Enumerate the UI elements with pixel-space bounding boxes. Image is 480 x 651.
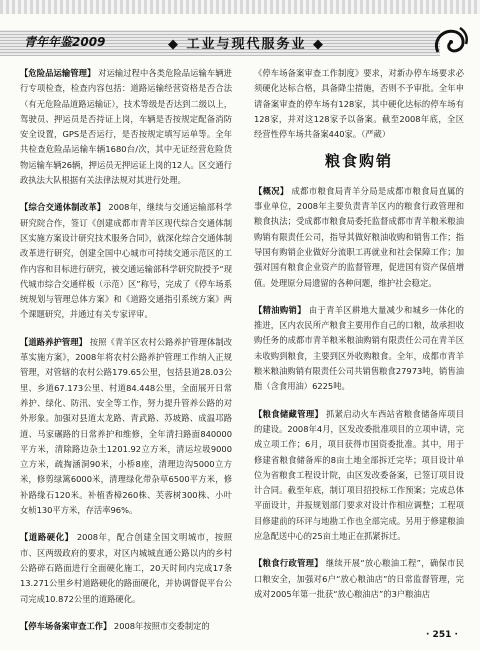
paragraph-tag: 【粮食储藏管理】 [254,408,324,419]
paragraph-tag: 【停车场备案审查工作】 [20,620,112,631]
page-number: · 251 · [426,630,458,640]
paragraph-overview [254,184,464,291]
paragraph-tag: 【道路养护管理】 [20,336,87,347]
paragraph-text: 抓紧启动火车西站省粮食储备库项目的建设。2008年4月，区发改委批准项目的立项申请，完成立项工作；6月，项目获得市国资委批准。其中，用于修建省粮食储备库的8亩土地全部拆迁完毕；项目设计单位为省粮食工程设计院，由区发改委备案，已签订项目设计合同。截至年底，制订项目招投标工作预案；完成总体平面设计，并报规划部门要求对设计作相应调整；工程项目修建前的环评与地勘工作也全部完成。另用于修建粮油应急配送中心的25亩土地正在抓紧拆迁。 [254,408,464,542]
paragraph-road-maintenance [20,335,232,519]
paragraph-hazardous-transport [20,66,232,188]
left-column [20,66,232,646]
paragraph-tag: 【粮食行政管理】 [254,558,323,569]
paragraph-tag: 【危险品运输管理】 [20,68,96,78]
paragraph-transport-reform [20,200,232,322]
paragraph-tag: 【道路硬化】 [20,532,74,543]
right-column [254,66,464,614]
paragraph-grain-trade [254,303,464,395]
paragraph-text: 2008年，配合创建全国文明城市，按照市、区两级政府的要求，对区内城城直通公路以内的乡村公路碎石路面进行全面硬化施工，20天时间内完成17条13.271公里乡村道路硬化的路面硬化，并协调督促平台公司完成10.872公里的道路硬化。 [20,532,232,604]
paragraph-tag: 【概况】 [254,185,289,196]
paragraph-grain-storage [254,407,464,545]
paragraph-text: 2008年，继续与交通运输部科学研究院合作，签订《创建成都市青羊区现代综合交通体制区实施方案设计研究技术服务合同》，就深化综合交通体制改革进行研究，创建全国中心城市可持续交通示范区的工作内容和目标进行研究，被交通运输部科学研究院授予“现代城市综合交通样板（示范）区”称号，完成了《停车场系统规划与管理总体方案》和《道路交通指引系统方案》两个课题研究，并通过有关专家评审。 [20,202,232,320]
paragraph-tag: 【综合交通体制改革】 [20,202,106,213]
paragraph-text: 按照《青羊区农村公路养护管理体制改革实施方案》，2008年将农村公路养护管理工作纳入正规管理，对管辖的农村公路179.65公里，包括县道28.03公里、乡道67.173公里、村道84.448公里，全面展开日常养护、绿化、防汛、安全等工作，努力提升管养公路的对外形象。加强对县道太龙路、青武路、苏坡路、成温邛路道、马家碾路的日常养护和维修，全年清扫路面840000平方米，清除路边杂土1201.92立方米，清运垃圾9000立方米，疏掏涵洞90米，小桥8座，清理边沟5000立方米，修剪绿篱6000米，清理绿化带杂草6500平方米，修补路缘石120米。补植香樟260株、芙蓉树300株、小叶女桢130平方米，存活率96%。 [20,336,232,516]
paragraph-road-hardening [20,530,232,606]
paragraph-tag: 【精油购销】 [254,304,306,315]
yearbook-title: 青年年鉴2009 [24,35,106,49]
article-title: 粮食购销 [324,152,393,171]
paragraph-parking-continued: 《停车场备案审查工作制度》要求，对新办停车场要求必须硬化达标合格，具备降尘措施，否则不予审批。全年申请备案审查的停车场有128家，其中硬化达标的停车场有128家，并对这128家予以备案。截至2008年底，全区经营性停车场共备案440家。（严葳） [254,68,464,140]
paragraph-text: 2008年按照市交委制定的 [113,620,210,631]
paragraph-text: 成都市粮食局青羊分局是成都市粮食局直属的事业单位，2008年主要负责青羊区内的粮食行政管理和粮食执法；受成都市粮食局委托监督成都市青羊粮米粮油购销有限责任公司，指导其做好粮油收购和销售工作；指导国有购销企业做好分流职工再就业和社会保障工作；加强对国有粮食企业资产的监督管理，促进国有资产保值增值。处理原分局遗留的各种问题，维护社会稳定。 [254,185,464,288]
section-title: ◆ 工业与现代服务业 ◆ [168,37,326,52]
swirl-logo-icon [430,22,470,62]
header-stripe [0,0,480,14]
paragraph-grain-administration [254,556,464,602]
paragraph-text: 由于青羊区耕地大量减少和城乡一体化的推进，区内农民所产粮食主要用作自己的口粮，故承担收购任务的成都市青羊粮米粮油购销有限责任公司在青羊区未收购到粮食，主要到区外收购粮食。全年，成都市青羊粮米粮油购销有限责任公司共销售粮食27973吨，销售油脂（含食用油）6225吨。 [254,304,464,392]
paragraph-text: 对运输过程中各类危险品运输车辆进行专项检查，检查内容包括：道路运输经营资格是否合法（有无危险品道路运输证），技术等级是否达到二级以上，驾驶员、押运员是否持证上岗，车辆是否按规定配备消防安全设置，GPS是否运行，是否按规定填写运单等。全年共检查危险品运输车辆1680台/次，其中无证经营危险货物运输车辆26辆，押运员无押运证上岗的12人。区交通行政执法大队根据有关法律法规对其进行处理。 [20,68,232,186]
paragraph-parking-review [20,619,232,634]
page-header [0,0,480,60]
paragraph-text: 继续开展“放心粮油工程”，确保市民口粮安全，加强对6户“放心粮油店”的日常监督管理，完成对2005年第一批获“放心粮油店”的3户粮油店 [254,558,464,599]
